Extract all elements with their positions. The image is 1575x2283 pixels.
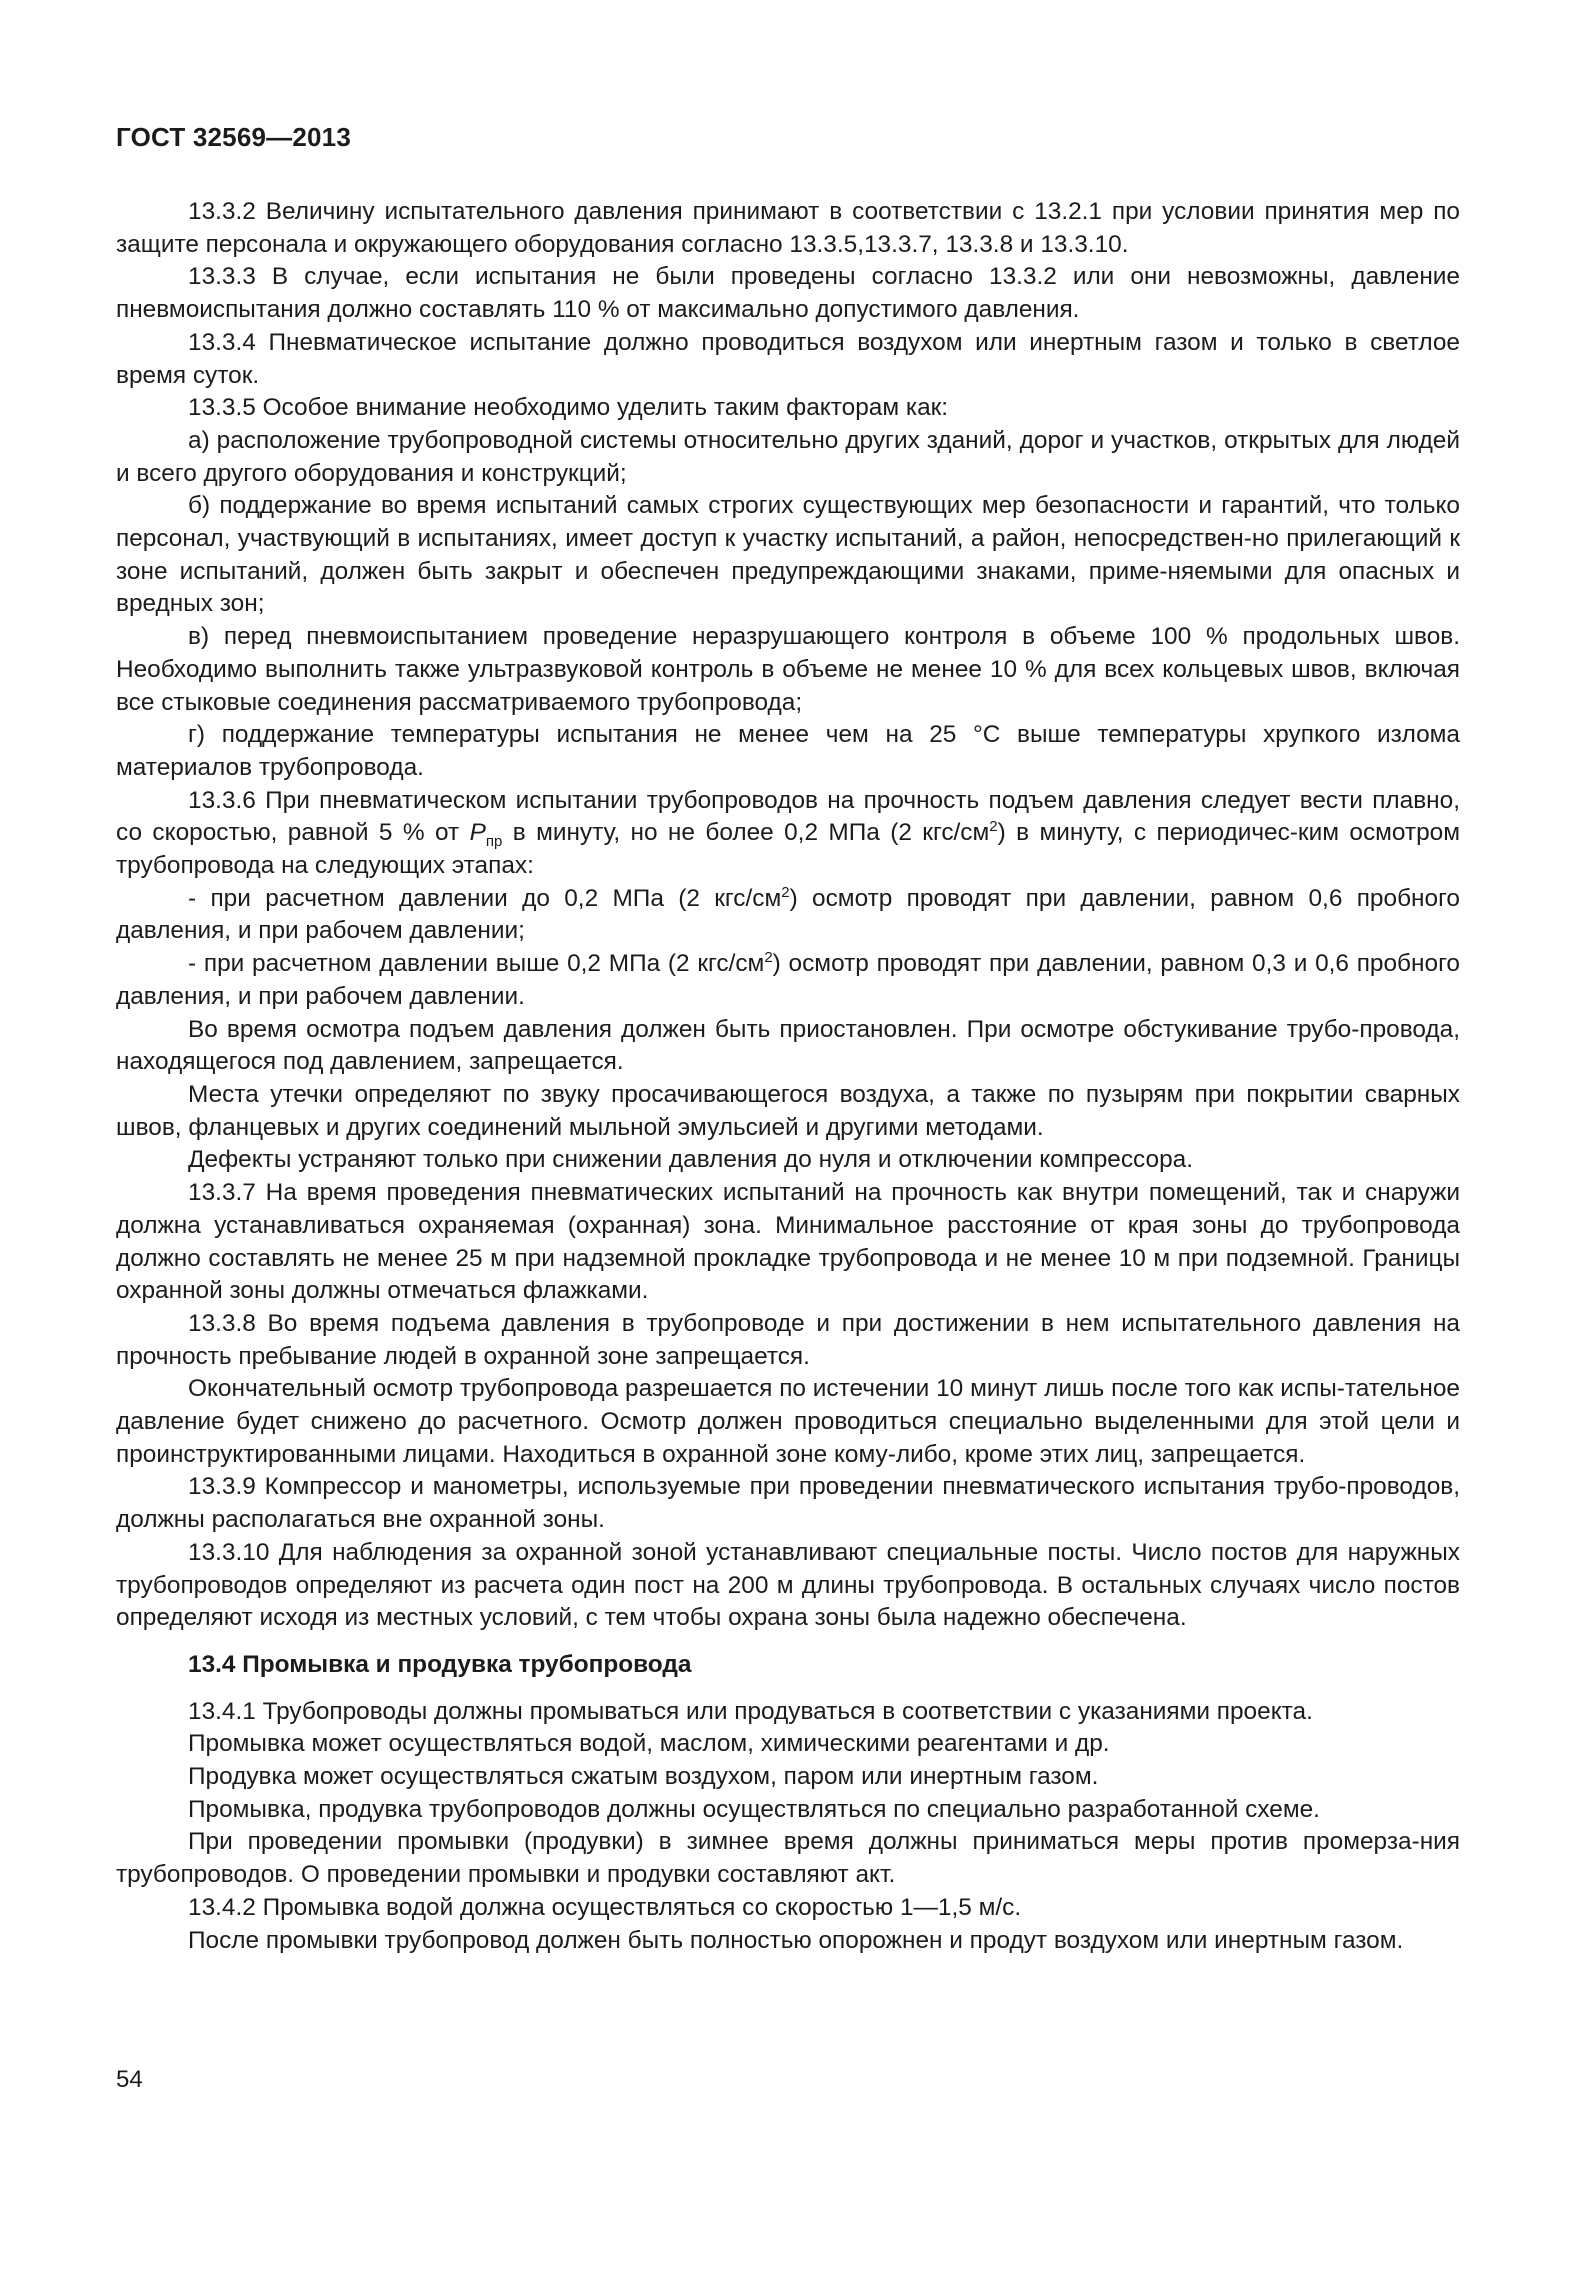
pressure-symbol: P [469, 819, 486, 847]
paragraph-13-3-8: 13.3.8 Во время подъема давления в трубопроводе и при достижении в нем испытательного давления на прочность пребывание людей в охранной зоне запрещается. [116, 1309, 1460, 1370]
paragraph-inspection-pause: Во время осмотра подъем давления должен быть приостановлен. При осмотре обстукивание трубо-провода, находящегося под давлением, запрещается. [116, 1015, 1460, 1076]
text-span: ) осмотр проводят при давлении, равном 0,3 и 0,6 пробного давления, и при рабочем давлении. [116, 950, 1460, 1010]
list-item-b: б) поддержание во время испытаний самых строгих существующих мер безопасности и гарантий, что только персонал, участвующий в испытаниях, имеет доступ к участку испытаний, а район, непосредствен-но прилегающий к зоне испытаний, должен быть закрыт и обеспечен предупреждающими знаками, приме-няемыми для опасных и вредных зон; [116, 492, 1460, 618]
paragraph-final-inspection: Окончательный осмотр трубопровода разрешается по истечении 10 минут лишь после того как испы-тательное давление будет снижено до расчетного. Осмотр должен проводиться специально выделенными для этой цели и проинструктированными лицами. Находиться в охранной зоне кому-либо, кроме этих лиц, запрещается. [116, 1375, 1460, 1468]
paragraph-13-3-5: 13.3.5 Особое внимание необходимо уделить таким факторам как: [188, 394, 949, 422]
text-span: - при расчетном давлении до 0,2 МПа (2 кгс/см [188, 884, 782, 912]
list-item-v: в) перед пневмоиспытанием проведение неразрушающего контроля в объеме 100 % продольных швов. Необходимо выполнить также ультразвуковой контроль в объеме не менее 10 % для всех кольцевых швов, включая все стыковые соединения рассматриваемого трубопровода; [116, 623, 1460, 716]
text-span: ) в минуту, с периодичес-ким осмотром трубопровода на следующих этапах: [116, 819, 1461, 880]
paragraph-winter: При проведении промывки (продувки) в зимнее время должны приниматься меры против промерза-ния трубопроводов. О проведении промывки и продувки составляют акт. [116, 1828, 1460, 1889]
section-heading-13-4: 13.4 Промывка и продувка трубопровода [188, 1650, 692, 1678]
paragraph-13-3-2: 13.3.2 Величину испытательного давления принимают в соответствии с 13.2.1 при условии принятия мер по защите персонала и окружающего оборудования согласно 13.3.5,13.3.7, 13.3.8 и 13.3.10. [116, 198, 1460, 258]
paragraph-13-4-1: 13.4.1 Трубопроводы должны промываться или продуваться в соответствии с указаниями проекта. [188, 1697, 1313, 1725]
list-item-g: г) поддержание температуры испытания не менее чем на 25 °С выше температуры хрупкого излома материалов трубопровода. [116, 721, 1460, 781]
paragraph-13-3-9: 13.3.9 Компрессор и манометры, используемые при проведении пневматического испытания трубо-проводов, должны располагаться вне охранной зоны. [116, 1473, 1460, 1534]
inspection-stage-2 [116, 948, 1460, 1013]
paragraph-blowing-media: Продувка может осуществляться сжатым воздухом, паром или инертным газом. [188, 1763, 1099, 1791]
paragraph-leak-detection: Места утечки определяют по звуку просачивающегося воздуха, а также по пузырям при покрытии сварных швов, фланцевых и других соединений мыльной эмульсией и другими методами. [116, 1080, 1460, 1141]
pressure-subscript: пр [485, 833, 503, 851]
paragraph-13-3-4: 13.3.4 Пневматическое испытание должно проводиться воздухом или инертным газом и только в светлое время суток. [116, 328, 1460, 389]
paragraph-after-flushing: После промывки трубопровод должен быть полностью опорожнен и продут воздухом или инертным газом. [188, 1926, 1404, 1954]
paragraph-13-3-7: 13.3.7 На время проведения пневматических испытаний на прочность как внутри помещений, так и снаружи должна устанавливаться охраняемая (охранная) зона. Минимальное расстояние от края зоны до трубопровода должно составлять не менее 25 м при надземной прокладке трубопровода и не менее 10 м при подземной. Границы охранной зоны должны отмечаться флажками. [116, 1179, 1460, 1305]
paragraph-flushing-media: Промывка может осуществляться водой, маслом, химическими реагентами и др. [188, 1730, 1110, 1758]
text-span: в минуту, но не более 0,2 МПа (2 кгс/см [502, 819, 990, 847]
inspection-stage-1 [116, 883, 1460, 948]
paragraph-defects: Дефекты устраняют только при снижении давления до нуля и отключении компрессора. [188, 1146, 1193, 1174]
list-item-a: а) расположение трубопроводной системы относительно других зданий, дорог и участков, открытых для людей и всего другого оборудования и конструкций; [116, 426, 1460, 487]
unit-superscript: 2 [989, 818, 998, 836]
paragraph-13-3-6 [116, 785, 1460, 883]
paragraph-13-3-3: 13.3.3 В случае, если испытания не были проведены согласно 13.3.2 или они невозможны, давление пневмоиспытания должно составлять 110 % от максимально допустимого давления. [116, 263, 1460, 324]
text-span: ) осмотр проводят при давлении, равном 0,6 пробного давления, и при рабочем давлении; [116, 884, 1460, 945]
document-body [116, 196, 1460, 1957]
paragraph-13-4-2: 13.4.2 Промывка водой должна осуществляться со скоростью 1—1,5 м/с. [188, 1893, 1022, 1921]
paragraph-13-3-10: 13.3.10 Для наблюдения за охранной зоной устанавливают специальные посты. Число постов для наружных трубопроводов определяют из расчета один пост на 200 м длины трубопровода. В остальных случаях число постов определяют исходя из местных условий, с тем чтобы охрана зоны была надежно обеспечена. [116, 1538, 1460, 1632]
text-span: 13.3.6 При пневматическом испытании трубопроводов на прочность подъем давления следует вести плавно, со скоростью, равной 5 % от [116, 786, 1460, 847]
page-number: 54 [116, 2066, 143, 2093]
paragraph-scheme: Промывка, продувка трубопроводов должны осуществляться по специально разработанной схеме. [188, 1795, 1320, 1823]
document-header: ГОСТ 32569—2013 [116, 122, 351, 152]
unit-superscript: 2 [764, 949, 773, 967]
text-span: - при расчетном давлении выше 0,2 МПа (2 кгс/см [188, 950, 765, 978]
unit-superscript: 2 [781, 883, 790, 901]
